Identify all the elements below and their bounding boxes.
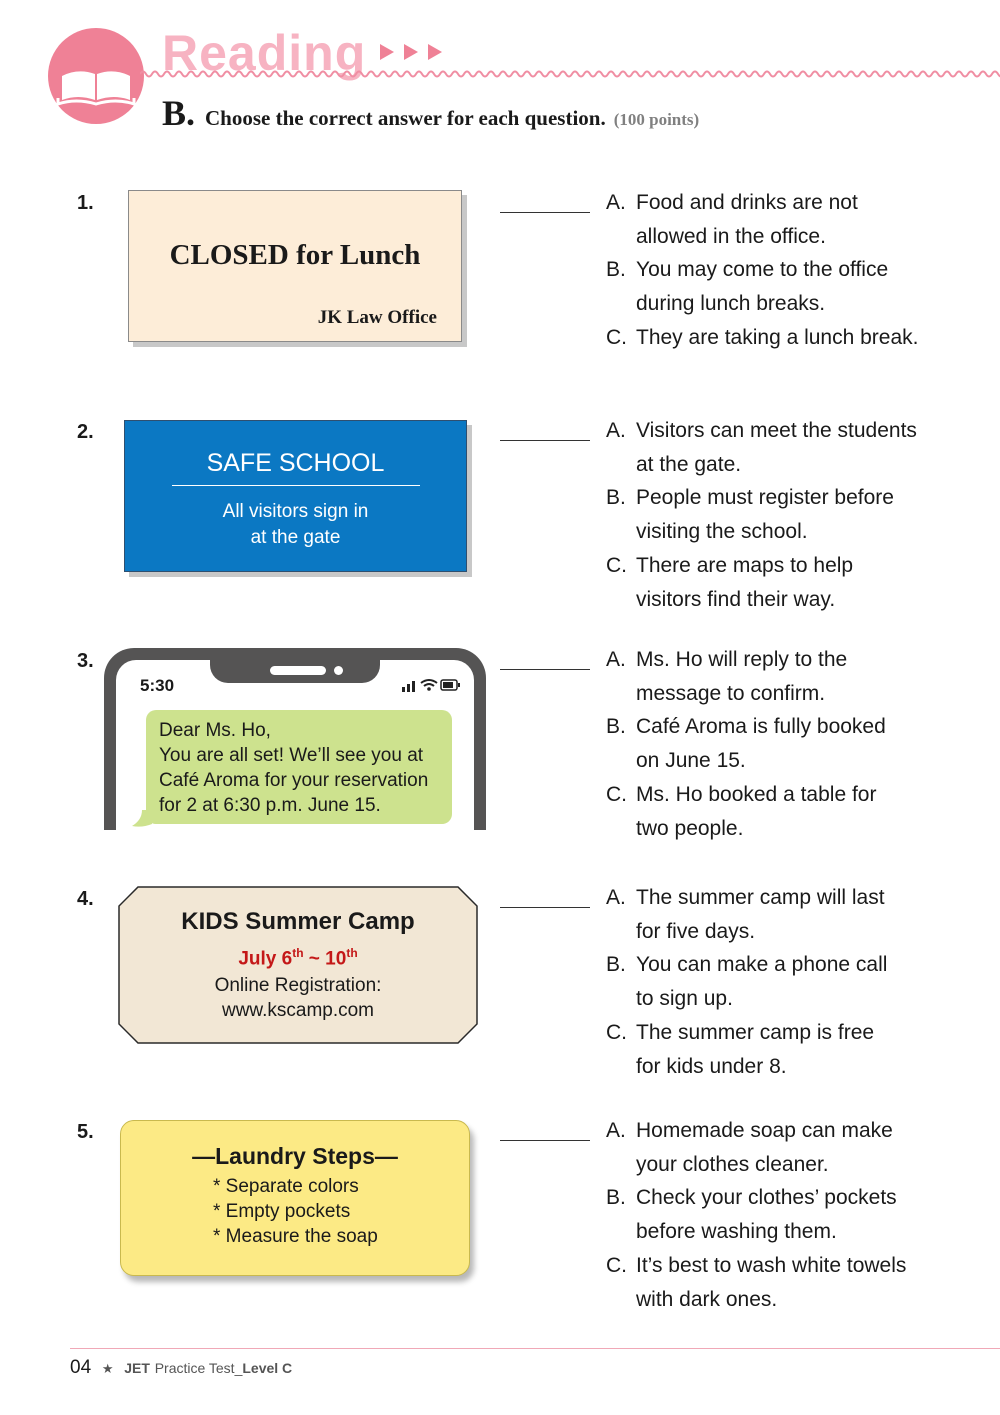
footer-brand: JET (124, 1360, 150, 1376)
page-footer (70, 1357, 292, 1379)
wave-divider (140, 64, 1000, 80)
message-bubble: Dear Ms. Ho, You are all set! We’ll see you at Café Aroma for your reservation for 2 at 6:30 p.m. June 15. (146, 710, 452, 824)
answer-blank[interactable] (500, 907, 590, 908)
phone-frame (104, 648, 486, 830)
sign-title: KIDS Summer Camp (181, 908, 415, 935)
triangle-arrows-icon (378, 40, 458, 64)
choice-list (606, 881, 966, 1083)
choice-a[interactable]: A. Ms. Ho will reply to the message to confirm. (606, 648, 848, 705)
choice-a[interactable]: A. Homemade soap can make your clothes cleaner. (606, 1119, 893, 1176)
sign-divider (172, 485, 420, 486)
safe-school-sign (124, 420, 467, 572)
choice-b[interactable]: B. Café Aroma is fully booked on June 15. (606, 715, 886, 773)
choice-list (606, 1114, 966, 1316)
choice-a[interactable]: A. The summer camp will last for five days. (606, 886, 885, 943)
bubble-tail (132, 810, 156, 828)
question-number: 5. (77, 1121, 94, 1143)
open-book-icon (48, 28, 144, 124)
list-item: * Empty pockets (213, 1201, 351, 1222)
choice-b[interactable]: B. You may come to the office during lunch breaks. (606, 258, 889, 316)
choice-list (606, 414, 966, 616)
footer-divider (70, 1348, 1000, 1349)
laundry-sign (120, 1120, 470, 1276)
choice-c[interactable]: C. There are maps to help visitors find their way. (606, 553, 854, 611)
section-points: (100 points) (613, 110, 700, 129)
question-number: 1. (77, 192, 94, 214)
choice-c[interactable]: C. They are taking a lunch break. (606, 325, 919, 349)
phone-screen (116, 660, 474, 830)
signal-icon (402, 687, 405, 692)
section-letter: B. (162, 93, 196, 133)
sign-title: SAFE SCHOOL (206, 449, 385, 477)
choice-list (606, 186, 966, 355)
choice-b[interactable]: B. Check your clothes’ pockets before washing them. (606, 1186, 897, 1244)
page-number: 04 (70, 1357, 92, 1378)
wifi-icon (421, 680, 437, 686)
section-instruction: Choose the correct answer for each question. (205, 106, 606, 130)
choice-list (606, 643, 966, 845)
reading-logo (48, 28, 144, 124)
section-heading (162, 92, 699, 134)
sign-body: All visitors sign in at the gate (222, 501, 369, 548)
question-number: 4. (77, 888, 94, 910)
registration-label: Online Registration: (214, 975, 382, 996)
page-title: Reading (162, 25, 367, 81)
question-number: 2. (77, 421, 94, 443)
answer-blank[interactable] (500, 669, 590, 670)
summer-camp-sign (118, 886, 478, 1044)
list-item: * Measure the soap (213, 1226, 378, 1247)
footer-level: Level C (242, 1360, 293, 1376)
list-item: * Separate colors (213, 1176, 359, 1197)
sign-title: —Laundry Steps— (192, 1143, 398, 1169)
answer-blank[interactable] (500, 1140, 590, 1141)
sign-subtitle: JK Law Office (317, 307, 437, 328)
phone-time: 5:30 (140, 676, 175, 695)
phone-notch (210, 659, 380, 683)
choice-c[interactable]: C. It’s best to wash white towels with dark ones. (606, 1253, 907, 1311)
answer-blank[interactable] (500, 212, 590, 213)
sign-title: CLOSED for Lunch (169, 239, 421, 271)
footer-text: Practice Test_ (154, 1360, 243, 1376)
question-number: 3. (77, 650, 94, 672)
registration-url: www.kscamp.com (221, 1000, 375, 1021)
choice-a[interactable]: A. Food and drinks are not allowed in the office. (606, 191, 858, 248)
choice-b[interactable]: B. You can make a phone call to sign up. (606, 953, 888, 1011)
choice-c[interactable]: C. The summer camp is free for kids under 8. (606, 1020, 875, 1078)
star-icon: ★ (101, 1361, 114, 1376)
camp-dates: July 6th ~ 10th (238, 946, 358, 970)
status-icons (402, 678, 460, 692)
choice-a[interactable]: A. Visitors can meet the students at the gate. (606, 419, 917, 476)
choice-c[interactable]: C. Ms. Ho booked a table for two people. (606, 782, 877, 840)
choice-b[interactable]: B. People must register before visiting the school. (606, 486, 894, 544)
closed-sign (128, 190, 462, 342)
answer-blank[interactable] (500, 440, 590, 441)
